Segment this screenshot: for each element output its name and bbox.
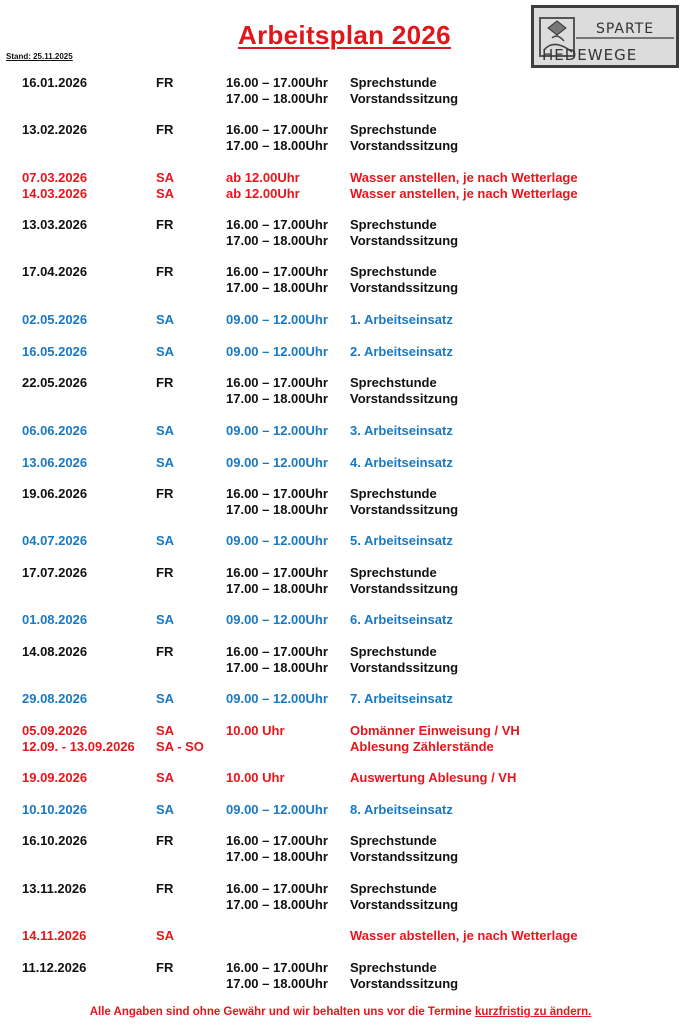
time-cell: 16.00 – 17.00Uhr bbox=[226, 264, 328, 279]
weekday-cell: FR bbox=[156, 75, 174, 90]
schedule-row bbox=[0, 881, 681, 897]
schedule-row bbox=[0, 170, 681, 186]
schedule-row bbox=[0, 502, 681, 518]
date-cell: 13.11.2026 bbox=[22, 881, 87, 896]
schedule-row bbox=[0, 612, 681, 628]
time-cell: 17.00 – 18.00Uhr bbox=[226, 660, 328, 675]
weekday-cell: SA bbox=[156, 802, 175, 817]
event-cell: 6. Arbeitseinsatz bbox=[350, 612, 453, 627]
schedule-row bbox=[0, 91, 681, 107]
event-cell: 3. Arbeitseinsatz bbox=[350, 423, 453, 438]
event-cell: 4. Arbeitseinsatz bbox=[350, 455, 453, 470]
event-cell: 7. Arbeitseinsatz bbox=[350, 691, 453, 706]
weekday-cell: SA bbox=[156, 344, 175, 359]
date-cell: 12.09. - 13.09.2026 bbox=[22, 739, 135, 754]
schedule-row bbox=[0, 581, 681, 597]
logo-line-1: SPARTE bbox=[596, 21, 655, 37]
event-cell: Vorstandssitzung bbox=[350, 502, 459, 517]
weekday-cell: FR bbox=[156, 881, 174, 896]
weekday-cell: FR bbox=[156, 375, 174, 390]
stand-date: Stand: 25.11.2025 bbox=[6, 52, 73, 61]
event-cell: Sprechstunde bbox=[350, 881, 437, 896]
sparte-logo bbox=[531, 5, 679, 68]
time-cell: 16.00 – 17.00Uhr bbox=[226, 960, 328, 975]
event-cell: Wasser abstellen, je nach Wetterlage bbox=[350, 928, 578, 943]
schedule-row bbox=[0, 264, 681, 280]
event-cell: 2. Arbeitseinsatz bbox=[350, 344, 453, 359]
date-cell: 16.01.2026 bbox=[22, 75, 88, 90]
schedule-row bbox=[0, 344, 681, 360]
time-cell: 10.00 Uhr bbox=[226, 770, 285, 785]
weekday-cell: FR bbox=[156, 486, 174, 501]
date-cell: 19.06.2026 bbox=[22, 486, 88, 501]
event-cell: Sprechstunde bbox=[350, 264, 437, 279]
weekday-cell: SA bbox=[156, 455, 175, 470]
date-cell: 19.09.2026 bbox=[22, 770, 88, 785]
schedule-row bbox=[0, 455, 681, 471]
date-cell: 14.08.2026 bbox=[22, 644, 88, 659]
event-cell: Sprechstunde bbox=[350, 486, 437, 501]
disclaimer-underlined: kurzfristig zu ändern. bbox=[475, 1006, 592, 1018]
date-cell: 17.07.2026 bbox=[22, 565, 88, 580]
schedule-row bbox=[0, 897, 681, 913]
schedule-row bbox=[0, 960, 681, 976]
schedule-row bbox=[0, 391, 681, 407]
date-cell: 10.10.2026 bbox=[22, 802, 88, 817]
schedule-row bbox=[0, 186, 681, 202]
logo-line-2: HEDEWEGE bbox=[542, 46, 638, 64]
event-cell: Sprechstunde bbox=[350, 960, 437, 975]
weekday-cell: FR bbox=[156, 264, 174, 279]
event-cell: Vorstandssitzung bbox=[350, 897, 459, 912]
schedule-row bbox=[0, 75, 681, 91]
event-cell: 1. Arbeitseinsatz bbox=[350, 312, 453, 327]
event-cell: Sprechstunde bbox=[350, 565, 437, 580]
time-cell: 09.00 – 12.00Uhr bbox=[226, 802, 328, 817]
time-cell: 16.00 – 17.00Uhr bbox=[226, 644, 328, 659]
schedule-row bbox=[0, 739, 681, 755]
event-cell: Wasser anstellen, je nach Wetterlage bbox=[350, 170, 578, 185]
schedule-row bbox=[0, 660, 681, 676]
date-cell: 04.07.2026 bbox=[22, 533, 88, 548]
date-cell: 16.10.2026 bbox=[22, 833, 88, 848]
date-cell: 13.03.2026 bbox=[22, 217, 88, 232]
schedule-row bbox=[0, 976, 681, 992]
event-cell: Obmänner Einweisung / VH bbox=[350, 723, 520, 738]
time-cell: 16.00 – 17.00Uhr bbox=[226, 881, 328, 896]
schedule-row bbox=[0, 233, 681, 249]
schedule-row bbox=[0, 802, 681, 818]
weekday-cell: SA bbox=[156, 723, 175, 738]
time-cell: 09.00 – 12.00Uhr bbox=[226, 533, 328, 548]
time-cell: 09.00 – 12.00Uhr bbox=[226, 455, 328, 470]
schedule-row bbox=[0, 770, 681, 786]
schedule-row bbox=[0, 312, 681, 328]
time-cell: 16.00 – 17.00Uhr bbox=[226, 217, 328, 232]
weekday-cell: SA bbox=[156, 770, 175, 785]
date-cell: 16.05.2026 bbox=[22, 344, 88, 359]
time-cell: 16.00 – 17.00Uhr bbox=[226, 75, 328, 90]
weekday-cell: SA bbox=[156, 612, 175, 627]
event-cell: Vorstandssitzung bbox=[350, 976, 459, 991]
time-cell: 09.00 – 12.00Uhr bbox=[226, 691, 328, 706]
schedule-row bbox=[0, 423, 681, 439]
date-cell: 17.04.2026 bbox=[22, 264, 88, 279]
date-cell: 22.05.2026 bbox=[22, 375, 88, 390]
event-cell: Vorstandssitzung bbox=[350, 849, 459, 864]
date-cell: 07.03.2026 bbox=[22, 170, 88, 185]
event-cell: Auswertung Ablesung / VH bbox=[350, 770, 517, 785]
date-cell: 14.11.2026 bbox=[22, 928, 87, 943]
weekday-cell: SA - SO bbox=[156, 739, 204, 754]
schedule-row bbox=[0, 533, 681, 549]
event-cell: Vorstandssitzung bbox=[350, 233, 459, 248]
event-cell: Sprechstunde bbox=[350, 75, 437, 90]
time-cell: 09.00 – 12.00Uhr bbox=[226, 612, 328, 627]
schedule-row bbox=[0, 217, 681, 233]
time-cell: 09.00 – 12.00Uhr bbox=[226, 423, 328, 438]
time-cell: 16.00 – 17.00Uhr bbox=[226, 486, 328, 501]
date-cell: 01.08.2026 bbox=[22, 612, 88, 627]
schedule-row bbox=[0, 928, 681, 944]
time-cell: 16.00 – 17.00Uhr bbox=[226, 565, 328, 580]
time-cell: 09.00 – 12.00Uhr bbox=[226, 312, 328, 327]
weekday-cell: SA bbox=[156, 691, 175, 706]
schedule-row bbox=[0, 691, 681, 707]
schedule-row bbox=[0, 486, 681, 502]
time-cell: 17.00 – 18.00Uhr bbox=[226, 849, 328, 864]
event-cell: 8. Arbeitseinsatz bbox=[350, 802, 453, 817]
schedule-row bbox=[0, 849, 681, 865]
time-cell: ab 12.00Uhr bbox=[226, 186, 300, 201]
time-cell: 17.00 – 18.00Uhr bbox=[226, 897, 328, 912]
time-cell: 17.00 – 18.00Uhr bbox=[226, 233, 328, 248]
event-cell: Sprechstunde bbox=[350, 375, 437, 390]
schedule-row bbox=[0, 644, 681, 660]
time-cell: ab 12.00Uhr bbox=[226, 170, 300, 185]
time-cell: 17.00 – 18.00Uhr bbox=[226, 581, 328, 596]
time-cell: 16.00 – 17.00Uhr bbox=[226, 122, 328, 137]
time-cell: 17.00 – 18.00Uhr bbox=[226, 138, 328, 153]
weekday-cell: SA bbox=[156, 533, 175, 548]
event-cell: Wasser anstellen, je nach Wetterlage bbox=[350, 186, 578, 201]
date-cell: 02.05.2026 bbox=[22, 312, 88, 327]
event-cell: Vorstandssitzung bbox=[350, 91, 459, 106]
disclaimer-text: Alle Angaben sind ohne Gewähr und wir behalten uns vor die Termine bbox=[89, 1006, 475, 1018]
time-cell: 17.00 – 18.00Uhr bbox=[226, 391, 328, 406]
schedule-row bbox=[0, 280, 681, 296]
weekday-cell: SA bbox=[156, 423, 175, 438]
weekday-cell: FR bbox=[156, 565, 174, 580]
event-cell: Vorstandssitzung bbox=[350, 581, 459, 596]
disclaimer bbox=[0, 1006, 681, 1018]
weekday-cell: SA bbox=[156, 928, 175, 943]
schedule-row bbox=[0, 122, 681, 138]
event-cell: Vorstandssitzung bbox=[350, 280, 459, 295]
weekday-cell: FR bbox=[156, 122, 174, 137]
event-cell: Sprechstunde bbox=[350, 122, 437, 137]
date-cell: 13.06.2026 bbox=[22, 455, 88, 470]
event-cell: Vorstandssitzung bbox=[350, 660, 459, 675]
schedule-row bbox=[0, 138, 681, 154]
weekday-cell: FR bbox=[156, 217, 174, 232]
event-cell: Sprechstunde bbox=[350, 644, 437, 659]
date-cell: 14.03.2026 bbox=[22, 186, 88, 201]
date-cell: 11.12.2026 bbox=[22, 960, 87, 975]
event-cell: Sprechstunde bbox=[350, 217, 437, 232]
weekday-cell: SA bbox=[156, 170, 175, 185]
event-cell: Vorstandssitzung bbox=[350, 391, 459, 406]
time-cell: 09.00 – 12.00Uhr bbox=[226, 344, 328, 359]
time-cell: 10.00 Uhr bbox=[226, 723, 285, 738]
date-cell: 29.08.2026 bbox=[22, 691, 88, 706]
weekday-cell: FR bbox=[156, 960, 174, 975]
event-cell: Ablesung Zählerstände bbox=[350, 739, 494, 754]
schedule-row bbox=[0, 565, 681, 581]
event-cell: Vorstandssitzung bbox=[350, 138, 459, 153]
time-cell: 16.00 – 17.00Uhr bbox=[226, 375, 328, 390]
date-cell: 13.02.2026 bbox=[22, 122, 88, 137]
weekday-cell: FR bbox=[156, 833, 174, 848]
time-cell: 17.00 – 18.00Uhr bbox=[226, 502, 328, 517]
weekday-cell: FR bbox=[156, 644, 174, 659]
time-cell: 17.00 – 18.00Uhr bbox=[226, 976, 328, 991]
time-cell: 17.00 – 18.00Uhr bbox=[226, 280, 328, 295]
page-title: Arbeitsplan 2026 bbox=[238, 20, 451, 50]
schedule-row bbox=[0, 375, 681, 391]
event-cell: Sprechstunde bbox=[350, 833, 437, 848]
weekday-cell: SA bbox=[156, 312, 175, 327]
schedule-row bbox=[0, 723, 681, 739]
schedule-row bbox=[0, 833, 681, 849]
time-cell: 17.00 – 18.00Uhr bbox=[226, 91, 328, 106]
date-cell: 05.09.2026 bbox=[22, 723, 88, 738]
weekday-cell: SA bbox=[156, 186, 175, 201]
time-cell: 16.00 – 17.00Uhr bbox=[226, 833, 328, 848]
date-cell: 06.06.2026 bbox=[22, 423, 88, 438]
event-cell: 5. Arbeitseinsatz bbox=[350, 533, 453, 548]
